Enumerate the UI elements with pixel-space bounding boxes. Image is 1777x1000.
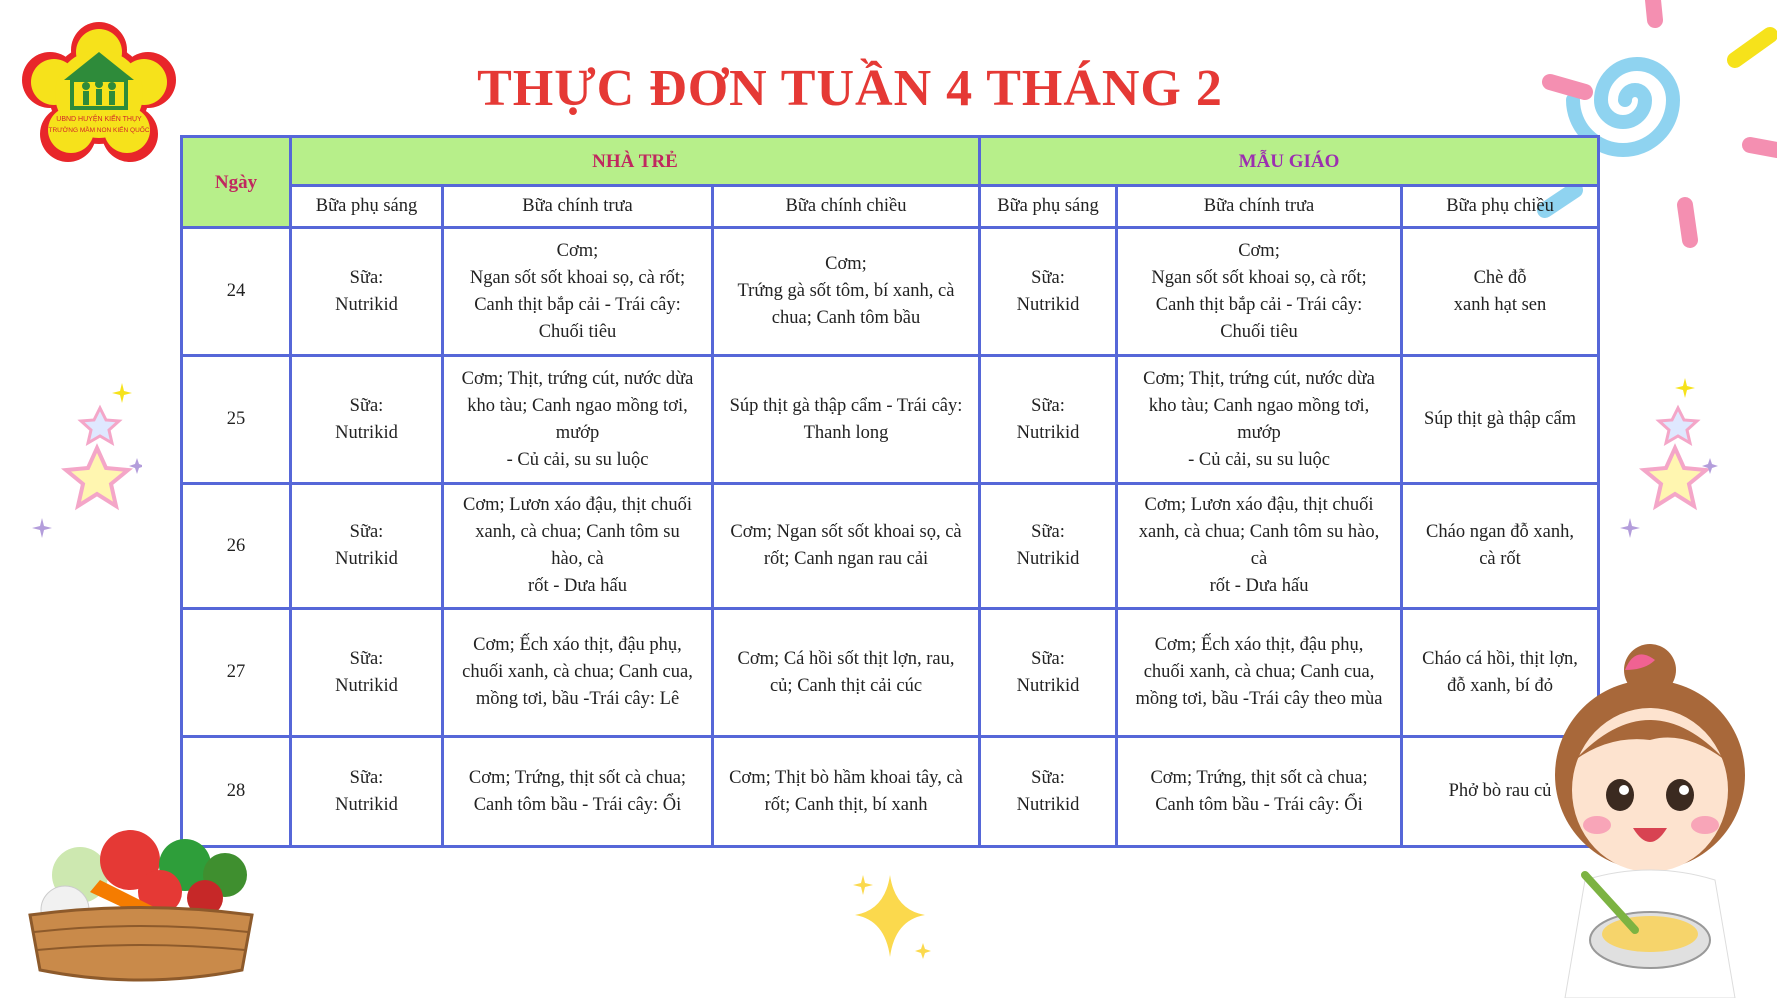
star-decoration-icon	[1610, 378, 1730, 548]
day-cell: 27	[182, 609, 291, 737]
day-cell: 25	[182, 356, 291, 484]
menu-cell: Cơm; Trứng gà sốt tôm, bí xanh, cà chua; Canh tôm bầu	[713, 228, 980, 356]
group-header-mau-giao: MẪU GIÁO	[980, 137, 1599, 186]
menu-cell: Sữa: Nutrikid	[980, 484, 1117, 609]
menu-cell: Cơm; Ếch xáo thịt, đậu phụ, chuối xanh, cà chua; Canh cua, mồng tơi, bầu -Trái cây: Lê	[443, 609, 713, 737]
menu-cell: Cháo cá hồi, thịt lợn, đỗ xanh, bí đỏ	[1402, 609, 1599, 737]
menu-cell: Sữa: Nutrikid	[980, 356, 1117, 484]
menu-cell: Cơm; Ếch xáo thịt, đậu phụ, chuối xanh, cà chua; Canh cua, mồng tơi, bầu -Trái cây theo mùa	[1117, 609, 1402, 737]
menu-cell: Sữa: Nutrikid	[291, 484, 443, 609]
menu-cell: Cơm; Trứng, thịt sốt cà chua; Canh tôm bầu - Trái cây: Ổi	[1117, 737, 1402, 847]
menu-cell: Phở bò rau củ	[1402, 737, 1599, 847]
logo-line-1: UBND HUYỆN KIẾN THỤY	[56, 116, 142, 123]
menu-cell: Sữa: Nutrikid	[291, 228, 443, 356]
menu-cell: Cơm; Cá hồi sốt thịt lợn, rau, củ; Canh thịt cải cúc	[713, 609, 980, 737]
menu-cell: Sữa: Nutrikid	[291, 356, 443, 484]
page-title: THỰC ĐƠN TUẦN 4 THÁNG 2	[477, 59, 1223, 117]
column-header: Bữa phụ chiều	[1402, 186, 1599, 228]
chef-girl-icon	[1525, 640, 1777, 998]
menu-cell: Cháo ngan đỗ xanh, cà rốt	[1402, 484, 1599, 609]
menu-cell: Cơm; Lươn xáo đậu, thịt chuối xanh, cà chua; Canh tôm su hào, cà rốt - Dưa hấu	[1117, 484, 1402, 609]
menu-cell: Sữa: Nutrikid	[291, 737, 443, 847]
menu-cell: Cơm; Ngan sốt sốt khoai sọ, cà rốt; Canh thịt bắp cải - Trái cây: Chuối tiêu	[443, 228, 713, 356]
sparkle-icon	[845, 865, 935, 960]
column-header: Bữa chính trưa	[1117, 186, 1402, 228]
menu-cell: Cơm; Ngan sốt sốt khoai sọ, cà rốt; Canh thịt bắp cải - Trái cây: Chuối tiêu	[1117, 228, 1402, 356]
menu-cell: Súp thịt gà thập cẩm	[1402, 356, 1599, 484]
menu-cell: Cơm; Ngan sốt sốt khoai sọ, cà rốt; Canh ngan rau cải	[713, 484, 980, 609]
star-decoration-icon	[22, 378, 142, 548]
menu-cell: Cơm; Thịt, trứng cút, nước dừa kho tàu; Canh ngao mồng tơi, mướp - Củ cải, su su luộc	[1117, 356, 1402, 484]
vegetable-basket-icon	[20, 820, 260, 985]
table-row	[182, 484, 1599, 609]
menu-cell: Cơm; Lươn xáo đậu, thịt chuối xanh, cà chua; Canh tôm su hào, cà rốt - Dưa hấu	[443, 484, 713, 609]
menu-cell: Cơm; Trứng, thịt sốt cà chua; Canh tôm bầu - Trái cây: Ổi	[443, 737, 713, 847]
menu-table	[180, 135, 1600, 848]
table-row	[182, 356, 1599, 484]
table-row	[182, 228, 1599, 356]
menu-cell: Sữa: Nutrikid	[980, 609, 1117, 737]
table-row	[182, 737, 1599, 847]
menu-cell: Súp thịt gà thập cẩm - Trái cây: Thanh long	[713, 356, 980, 484]
menu-cell: Cơm; Thịt, trứng cút, nước dừa kho tàu; Canh ngao mồng tơi, mướp - Củ cải, su su luộc	[443, 356, 713, 484]
menu-cell: Chè đỗ xanh hạt sen	[1402, 228, 1599, 356]
group-header-nha-tre: NHÀ TRẺ	[291, 137, 980, 186]
column-header: Bữa phụ sáng	[980, 186, 1117, 228]
table-row	[182, 609, 1599, 737]
day-cell: 24	[182, 228, 291, 356]
menu-cell: Sữa: Nutrikid	[980, 228, 1117, 356]
logo-line-2: TRƯỜNG MẦM NON KIẾN QUỐC	[48, 127, 150, 134]
menu-cell: Sữa: Nutrikid	[291, 609, 443, 737]
menu-cell: Sữa: Nutrikid	[980, 737, 1117, 847]
day-cell: 28	[182, 737, 291, 847]
column-header: Bữa chính trưa	[443, 186, 713, 228]
day-header: Ngày	[182, 137, 291, 228]
menu-cell: Cơm; Thịt bò hầm khoai tây, cà rốt; Canh thịt, bí xanh	[713, 737, 980, 847]
column-header: Bữa phụ sáng	[291, 186, 443, 228]
day-cell: 26	[182, 484, 291, 609]
column-header: Bữa chính chiều	[713, 186, 980, 228]
